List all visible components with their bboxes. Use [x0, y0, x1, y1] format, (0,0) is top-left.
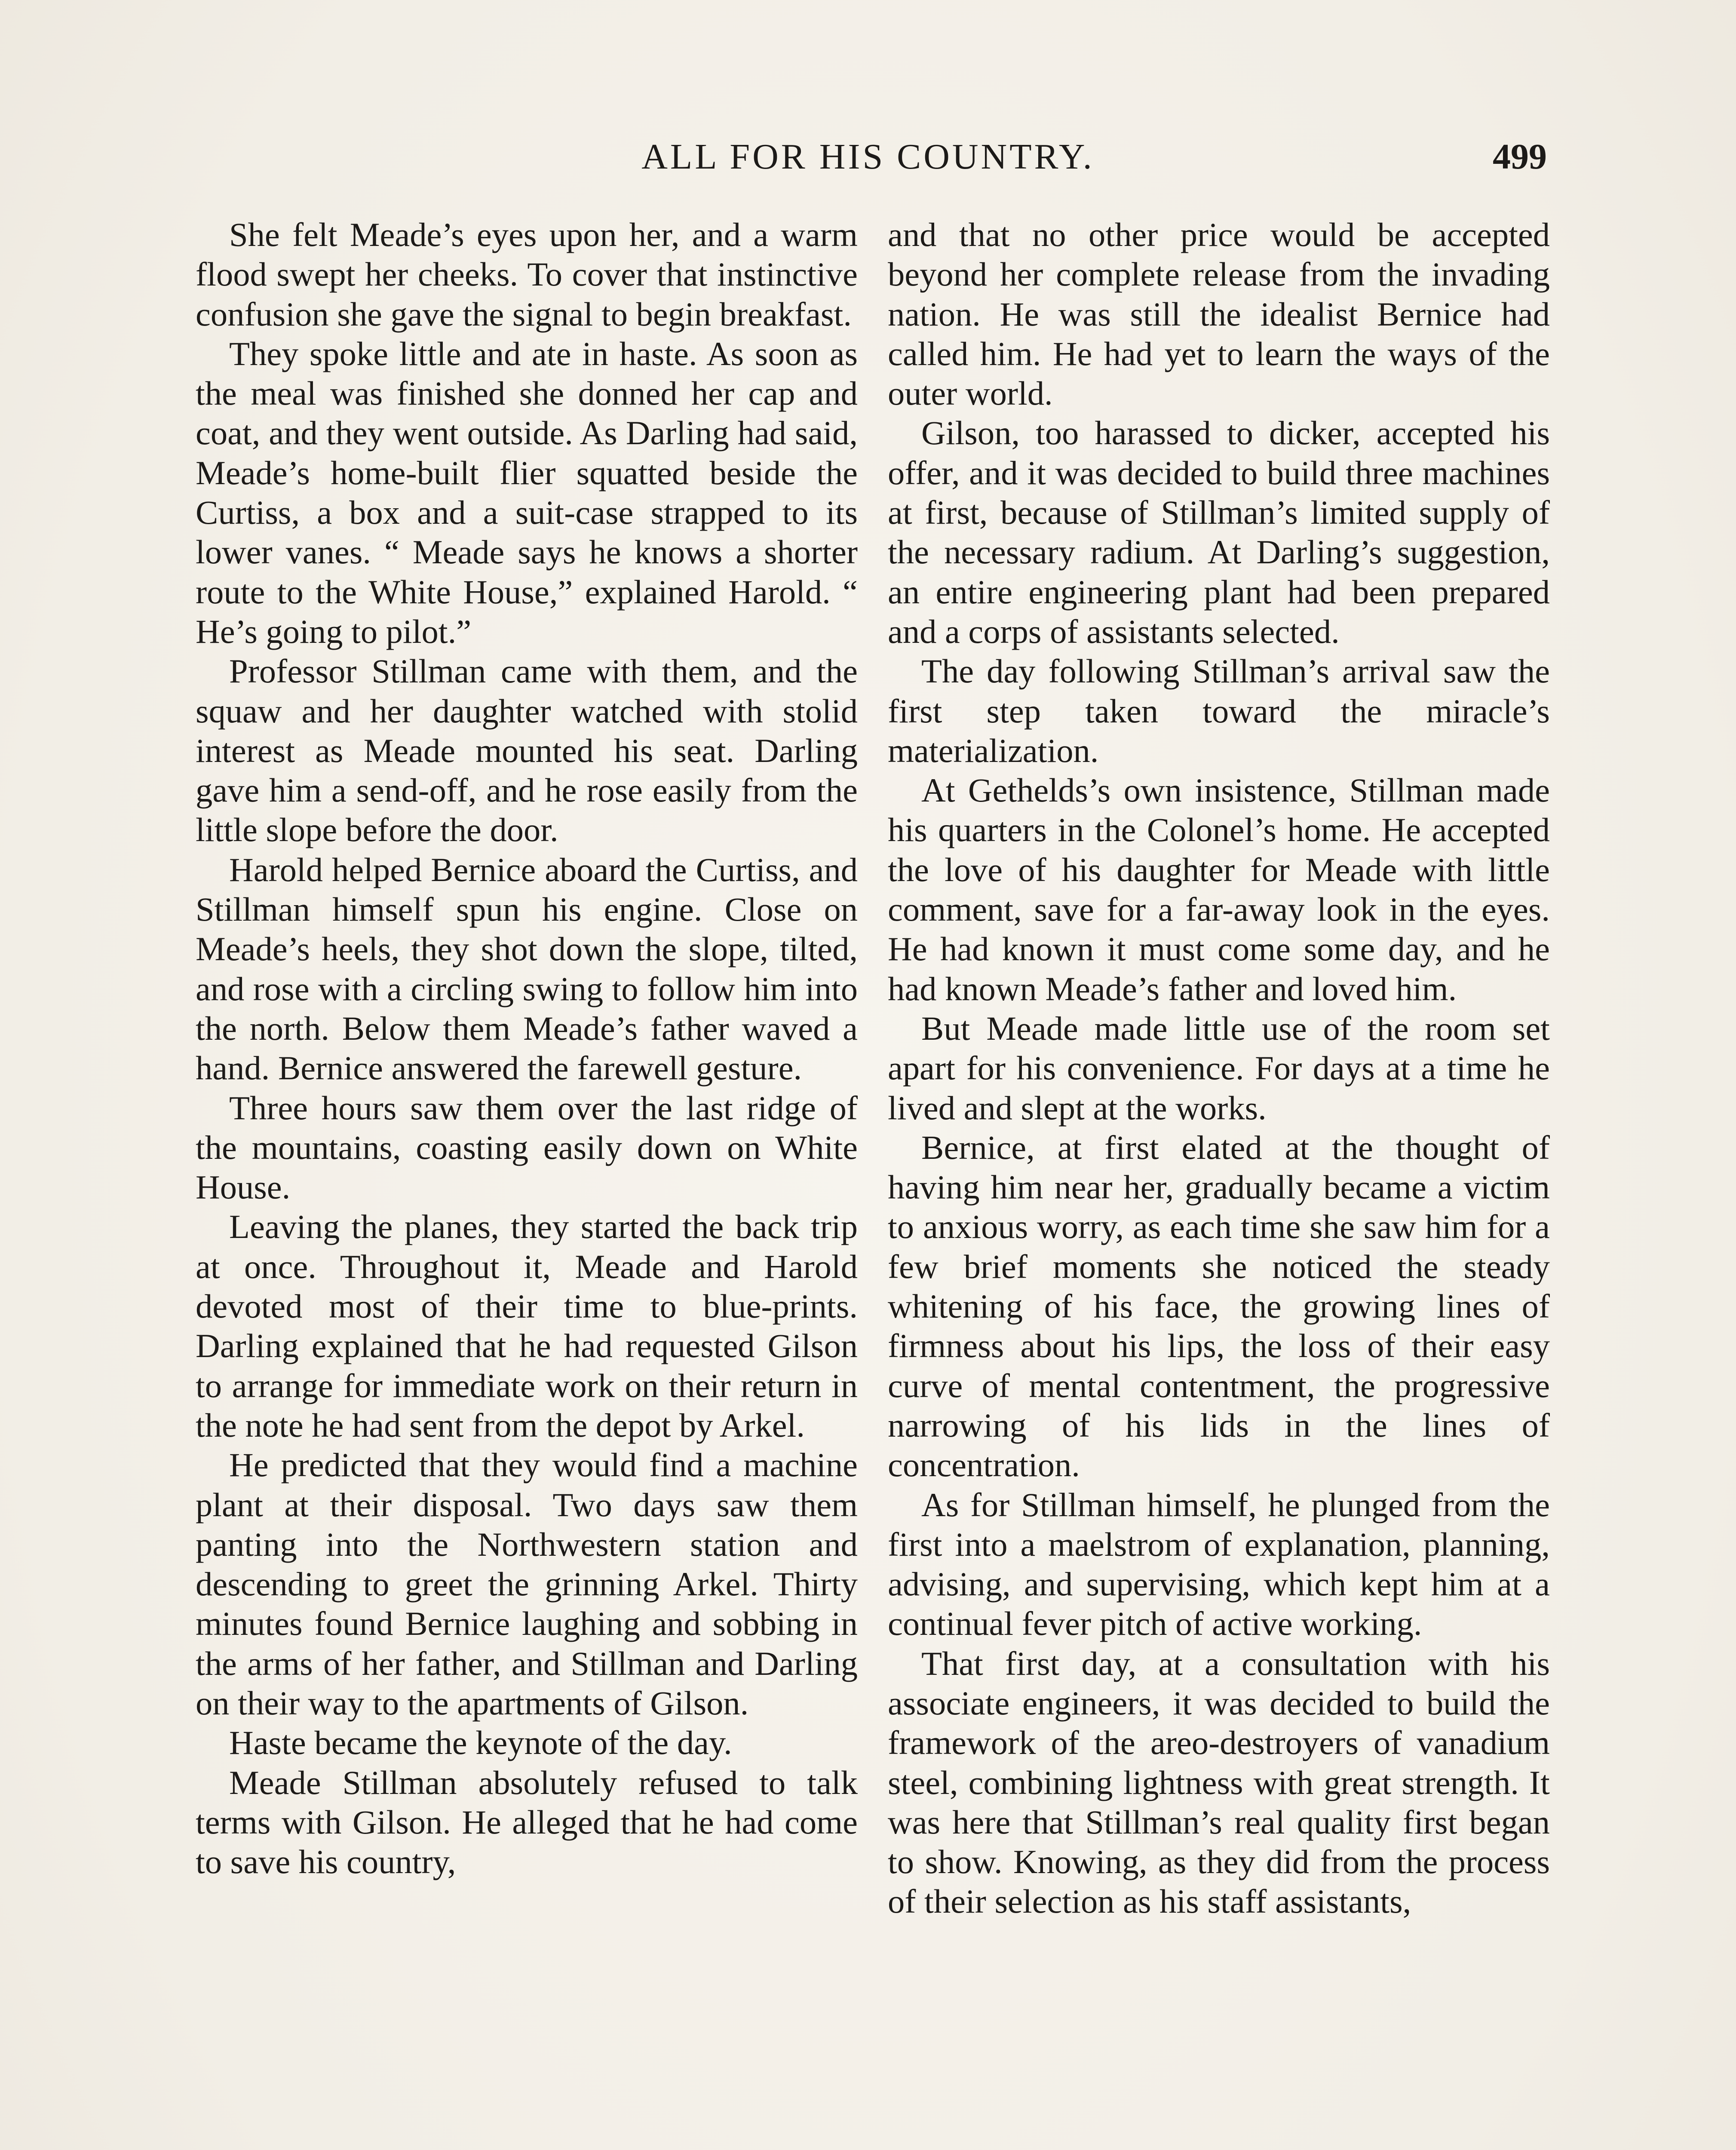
paragraph: She felt Meade’s eyes upon her, and a warm flood swept her cheeks. To cover that instinctive confusion she gave the signal to begin breakfast. [196, 216, 858, 333]
paragraph: He predicted that they would find a machine plant at their disposal. Two days saw them panting into the Northwestern station and descending to greet the grinning Arkel. Thirty minutes found Bernice laughing and sobbing in the arms of her father, and Stillman and Darling on their way to the apartments of Gilson. [196, 1446, 858, 1722]
running-head [0, 129, 1736, 185]
paragraph: Meade Stillman absolutely refused to talk terms with Gilson. He alleged that he had come to save his country, [196, 1763, 858, 1881]
right-column [888, 215, 1550, 1922]
paragraph: They spoke little and ate in haste. As soon as the meal was finished she donned her cap and coat, and they went outside. As Darling had said, Meade’s home-built flier squatted beside the Curtiss, a box and a suit-case strapped to its lower vanes. “ Meade says he knows a shorter route to the White House,” explained Harold. “ He’s going to pilot.” [196, 335, 858, 650]
paragraph: At Gethelds’s own insistence, Stillman made his quarters in the Colonel’s home. He accepted the love of his daughter for Meade with little comment, save for a far-away look in the eyes. He had known it must come some day, and he had known Meade’s father and loved him. [888, 771, 1550, 1007]
paragraph-continued: and that no other price would be accepted beyond her complete release from the invading nation. He was still the idealist Bernice had called him. He had yet to learn the ways of the outer world. [888, 216, 1550, 412]
left-column [196, 215, 858, 1882]
page-number: 499 [1493, 137, 1547, 177]
paragraph: Gilson, too harassed to dicker, accepted his offer, and it was decided to build three machines at first, because of Stillman’s limited supply of the necessary radium. At Darling’s suggestion, an entire engineering plant had been prepared and a corps of assistants selected. [888, 414, 1550, 650]
paragraph: As for Stillman himself, he plunged from the first into a maelstrom of explanation, planning, advising, and supervising, which kept him at a continual fever pitch of active working. [888, 1486, 1550, 1643]
paragraph: Three hours saw them over the last ridge of the mountains, coasting easily down on White House. [196, 1089, 858, 1206]
paragraph: But Meade made little use of the room set apart for his convenience. For days at a time he lived and slept at the works. [888, 1009, 1550, 1127]
paragraph: Haste became the keynote of the day. [229, 1724, 732, 1762]
paragraph: Harold helped Bernice aboard the Curtiss, and Stillman himself spun his engine. Close on Meade’s heels, they shot down the slope, tilted, and rose with a circling swing to follow him into the north. Below them Meade’s father waved a hand. Bernice answered the farewell gesture. [196, 851, 858, 1087]
paragraph: The day following Stillman’s arrival saw the first step taken toward the miracle’s materialization. [888, 652, 1550, 769]
paragraph: Leaving the planes, they started the back trip at once. Throughout it, Meade and Harold devoted most of their time to blue-prints. Darling explained that he had requested Gilson to arrange for immediate work on their return in the note he had sent from the depot by Arkel. [196, 1208, 858, 1444]
paragraph: Professor Stillman came with them, and the squaw and her daughter watched with stolid interest as Meade mounted his seat. Darling gave him a send-off, and he rose easily from the little slope before the door. [196, 652, 858, 849]
paragraph: That first day, at a consultation with his associate engineers, it was decided to build the framework of the areo-destroyers of vanadium steel, combining lightness with great strength. It was here that Stillman’s real quality first began to show. Knowing, as they did from the process of their selection as his staff assistants, [888, 1644, 1550, 1920]
paragraph: Bernice, at first elated at the thought of having him near her, gradually became a victim to anxious worry, as each time she saw him for a few brief moments she noticed the steady whitening of his face, the growing lines of firmness about his lips, the loss of their easy curve of mental contentment, the progressive narrowing of his lids in the lines of concentration. [888, 1128, 1550, 1484]
running-title: ALL FOR HIS COUNTRY. [641, 137, 1095, 177]
